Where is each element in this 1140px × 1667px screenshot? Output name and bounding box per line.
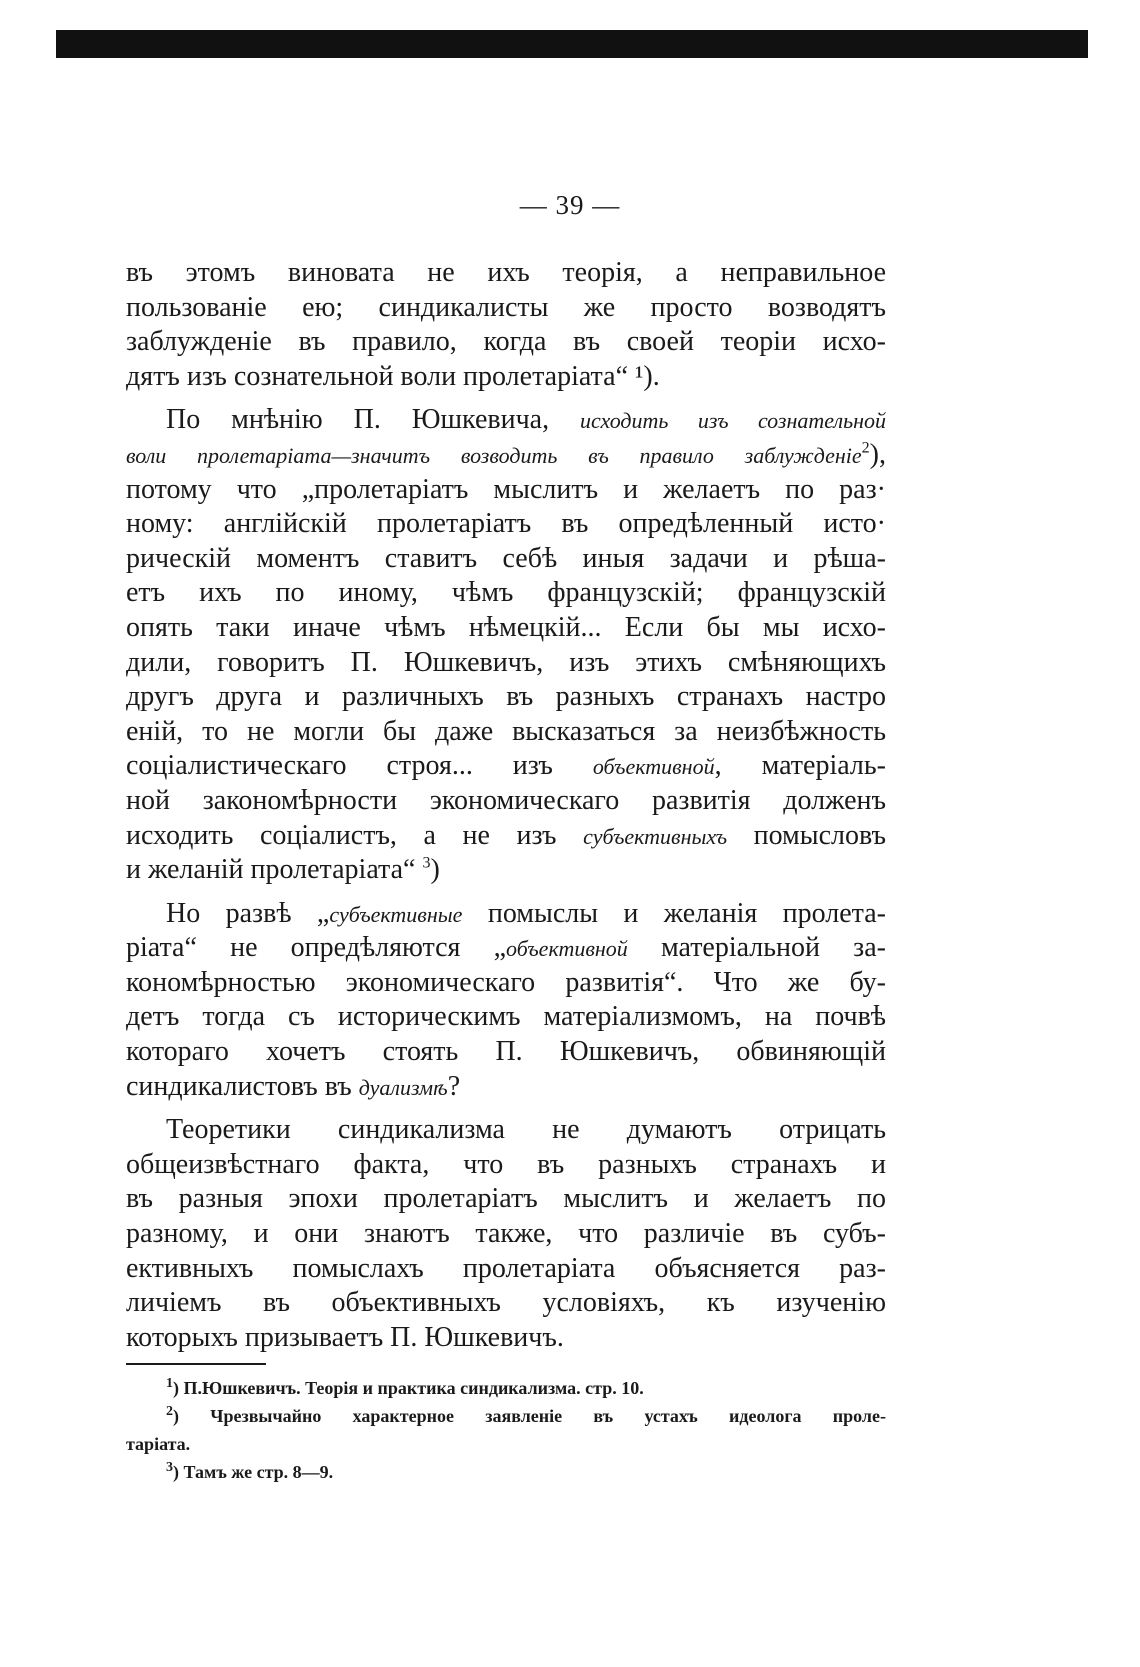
footnote-3: $^3$) Тамъ же стр. 8—9. bbox=[166, 1460, 334, 1482]
text-line: опять таки иначе чѣмъ нѣмецкій... Если бы мы исхо- bbox=[126, 611, 886, 643]
scan-top-bar bbox=[56, 30, 1088, 58]
text-line: синдикалистовъ въ дуализмѣ? bbox=[126, 1070, 461, 1102]
text-line: етъ ихъ по иному, чѣмъ французскій; французскій bbox=[126, 577, 886, 609]
body-text bbox=[126, 256, 886, 1355]
text-line: По мнѣнію П. Юшкевича, исходить изъ сознательной bbox=[166, 404, 886, 436]
text-line: другъ друга и различныхъ въ разныхъ странахъ настро bbox=[126, 681, 886, 713]
text-line: соціалистическаго строя... изъ объективной, матеріаль- bbox=[126, 750, 886, 782]
text-line: въ разныя эпохи пролетаріатъ мыслитъ и желаетъ по bbox=[126, 1183, 886, 1215]
footnote-1: $^1$) П.Юшкевичъ. Теорія и практика синдикализма. стр. 10. bbox=[166, 1376, 644, 1398]
text-line: ективныхъ помыслахъ пролетаріата объясняется раз- bbox=[126, 1252, 886, 1284]
text-line: еній, то не могли бы даже высказаться за неизбѣжность bbox=[126, 715, 886, 747]
text-line: ному: англійскій пролетаріатъ въ опредѣленный исто· bbox=[126, 508, 886, 540]
page-number: — 39 — bbox=[519, 190, 621, 220]
footnote-2-continuation: таріата. bbox=[126, 1434, 191, 1454]
footnotes bbox=[126, 1374, 886, 1486]
text-line: воли пролетаріата—значитъ возводить въ правило заблужденіе$^2$), bbox=[126, 438, 886, 470]
text-line: детъ тогда съ историческимъ матеріализмомъ, на почвѣ bbox=[126, 1001, 886, 1033]
text-line: потому что „пролетаріатъ мыслитъ и желаетъ по раз· bbox=[126, 473, 886, 505]
text-line: Но развѣ „субъективные помыслы и желанія пролета- bbox=[166, 897, 886, 929]
text-line: дили, говоритъ П. Юшкевичъ, изъ этихъ смѣняющихъ bbox=[126, 646, 886, 678]
text-line: общеизвѣстнаго факта, что въ разныхъ странахъ и bbox=[126, 1148, 886, 1180]
text-line: ріата“ не опредѣляются „объективной матеріальной за- bbox=[126, 932, 886, 964]
footnote-divider bbox=[126, 1363, 266, 1365]
text-line: которыхъ призываетъ П. Юшкевичъ. bbox=[126, 1321, 564, 1353]
text-line: котораго хочетъ стоять П. Юшкевичъ, обвиняющій bbox=[126, 1036, 886, 1068]
text-line: разному, и они знаютъ также, что различіе въ субъ- bbox=[126, 1218, 886, 1250]
text-line: дятъ изъ сознательной воли пролетаріата“ ¹). bbox=[126, 360, 660, 392]
text-line: и желаній пролетаріата“ $^3$) bbox=[126, 854, 440, 886]
footnote-2: $^2$) Чрезвычайно характерное заявленіе въ устахъ идеолога проле- bbox=[166, 1404, 886, 1426]
text-line: исходить соціалистъ, а не изъ субъективныхъ помысловъ bbox=[126, 819, 886, 851]
text-line: ной закономѣрности экономическаго развитія долженъ bbox=[126, 784, 886, 816]
text-line: Теоретики синдикализма не думаютъ отрицать bbox=[166, 1114, 886, 1146]
text-line: кономѣрностью экономическаго развитія“. Что же бу- bbox=[126, 966, 886, 998]
text-line: рическій моментъ ставитъ себѣ иныя задачи и рѣша- bbox=[126, 542, 886, 574]
text-line: заблужденіе въ правило, когда въ своей теоріи исхо- bbox=[126, 326, 886, 358]
text-line: въ этомъ виновата не ихъ теорія, а неправильное bbox=[126, 257, 886, 288]
text-line: пользованіе ею; синдикалисты же просто возводятъ bbox=[126, 291, 886, 323]
text-line: личіемъ въ объективныхъ условіяхъ, къ изученію bbox=[126, 1287, 886, 1319]
